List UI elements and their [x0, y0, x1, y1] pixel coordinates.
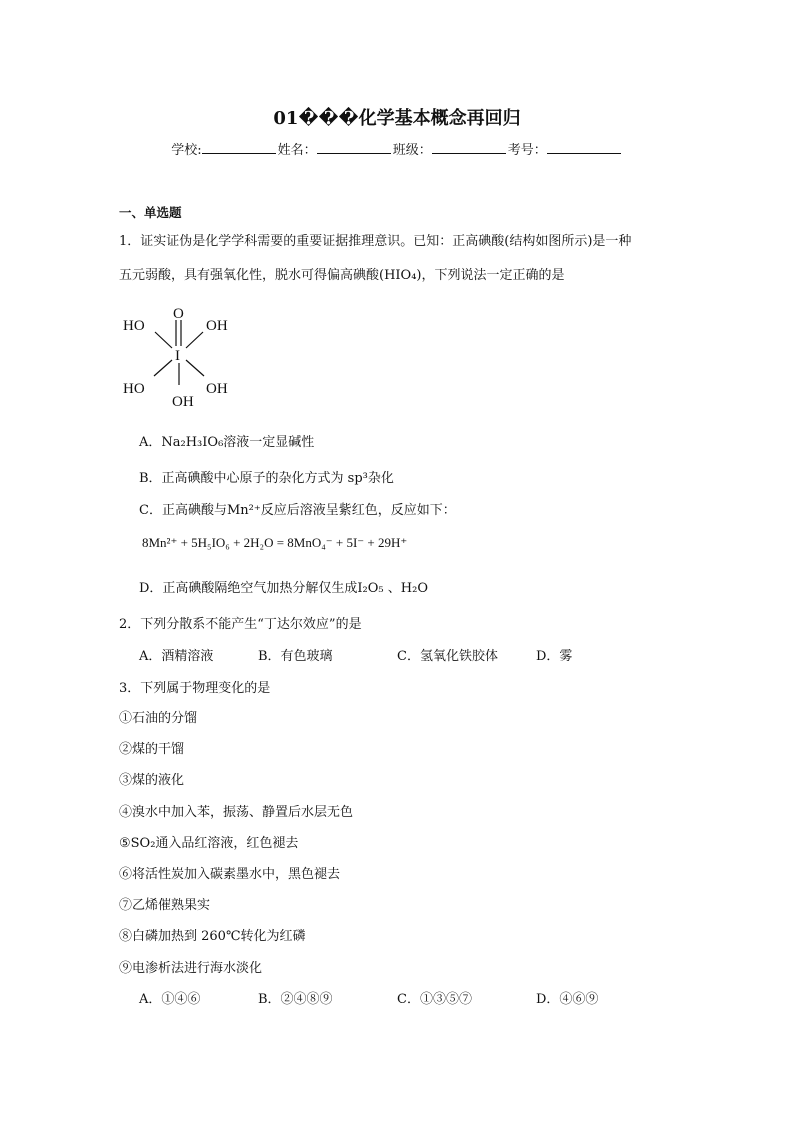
q3-item-8: ⑧白磷加热到 260℃转化为红磷: [119, 929, 306, 944]
q3-item-2: ②煤的干馏: [119, 742, 185, 757]
q3-option-d[interactable]: D．④⑥⑨: [536, 992, 599, 1007]
q3-item-3: ③煤的液化: [119, 773, 185, 788]
q2-option-a[interactable]: A．酒精溶液: [139, 649, 214, 664]
q3-item-5: ⑤SO₂通入品红溶液，红色褪去: [119, 836, 299, 851]
class-label: 班级：: [392, 143, 432, 158]
q2-option-b[interactable]: B．有色玻璃: [258, 649, 333, 664]
q3-stem: 3．下列属于物理变化的是: [119, 681, 271, 696]
q3-item-1: ①石油的分馏: [119, 711, 198, 726]
q3-item-6: ⑥将活性炭加入碳素墨水中，黑色褪去: [119, 867, 341, 882]
q1-option-d[interactable]: D．正高碘酸隔绝空气加热分解仅生成I₂O₅ 、H₂O: [139, 581, 428, 596]
structure-iodine: I: [175, 348, 180, 364]
q1-option-b[interactable]: B．正高碘酸中心原子的杂化方式为 sp³杂化: [139, 471, 394, 486]
q1-stem-line1: 1．证实证伪是化学学科需要的重要证据推理意识。已知：正高碘酸(结构如图所示)是一种: [119, 234, 632, 249]
structure-oh-bottom: OH: [172, 394, 194, 410]
page-title: 01���化学基本概念再回归: [273, 108, 521, 129]
number-blank[interactable]: [547, 141, 621, 154]
q1-equation: 8Mn²⁺ + 5H₅IO₆ + 2H₂O = 8MnO₄⁻ + 5I⁻ + 29H⁺: [142, 535, 408, 550]
structure-o-top: O: [173, 306, 184, 322]
school-label: 学校:: [171, 143, 202, 158]
structure-ho-top-left: HO: [123, 318, 145, 334]
section-title: 一、单选题: [119, 205, 182, 220]
q3-item-4: ④溴水中加入苯，振荡、静置后水层无色: [119, 805, 354, 820]
structure-ho-bottom-left: HO: [123, 381, 145, 397]
structure-oh-top-right: OH: [206, 318, 228, 334]
q1-option-a[interactable]: A．Na₂H₃IO₆溶液一定显碱性: [139, 435, 315, 450]
student-info-line: [0, 139, 794, 158]
q3-item-9: ⑨电渗析法进行海水淡化: [119, 961, 263, 976]
school-blank[interactable]: [202, 141, 276, 154]
periodic-acid-structure: [118, 300, 248, 415]
q2-option-d[interactable]: D．雾: [536, 649, 573, 664]
q3-option-a[interactable]: A．①④⑥: [139, 992, 201, 1007]
q3-item-7: ⑦乙烯催熟果实: [119, 898, 211, 913]
number-label: 考号：: [507, 143, 547, 158]
name-label: 姓名：: [277, 143, 317, 158]
q2-option-c[interactable]: C．氢氧化铁胶体: [397, 649, 498, 664]
structure-oh-bottom-right: OH: [206, 381, 228, 397]
q1-option-c[interactable]: C．正高碘酸与Mn²⁺反应后溶液呈紫红色，反应如下：: [139, 503, 456, 518]
q3-option-b[interactable]: B．②④⑧⑨: [258, 992, 333, 1007]
name-blank[interactable]: [317, 141, 391, 154]
q1-stem-line2: 五元弱酸，具有强氧化性，脱水可得偏高碘酸(HIO₄)，下列说法一定正确的是: [119, 268, 565, 283]
class-blank[interactable]: [432, 141, 506, 154]
q3-option-c[interactable]: C．①③⑤⑦: [397, 992, 472, 1007]
q2-stem: 2．下列分散系不能产生“丁达尔效应”的是: [119, 617, 362, 632]
